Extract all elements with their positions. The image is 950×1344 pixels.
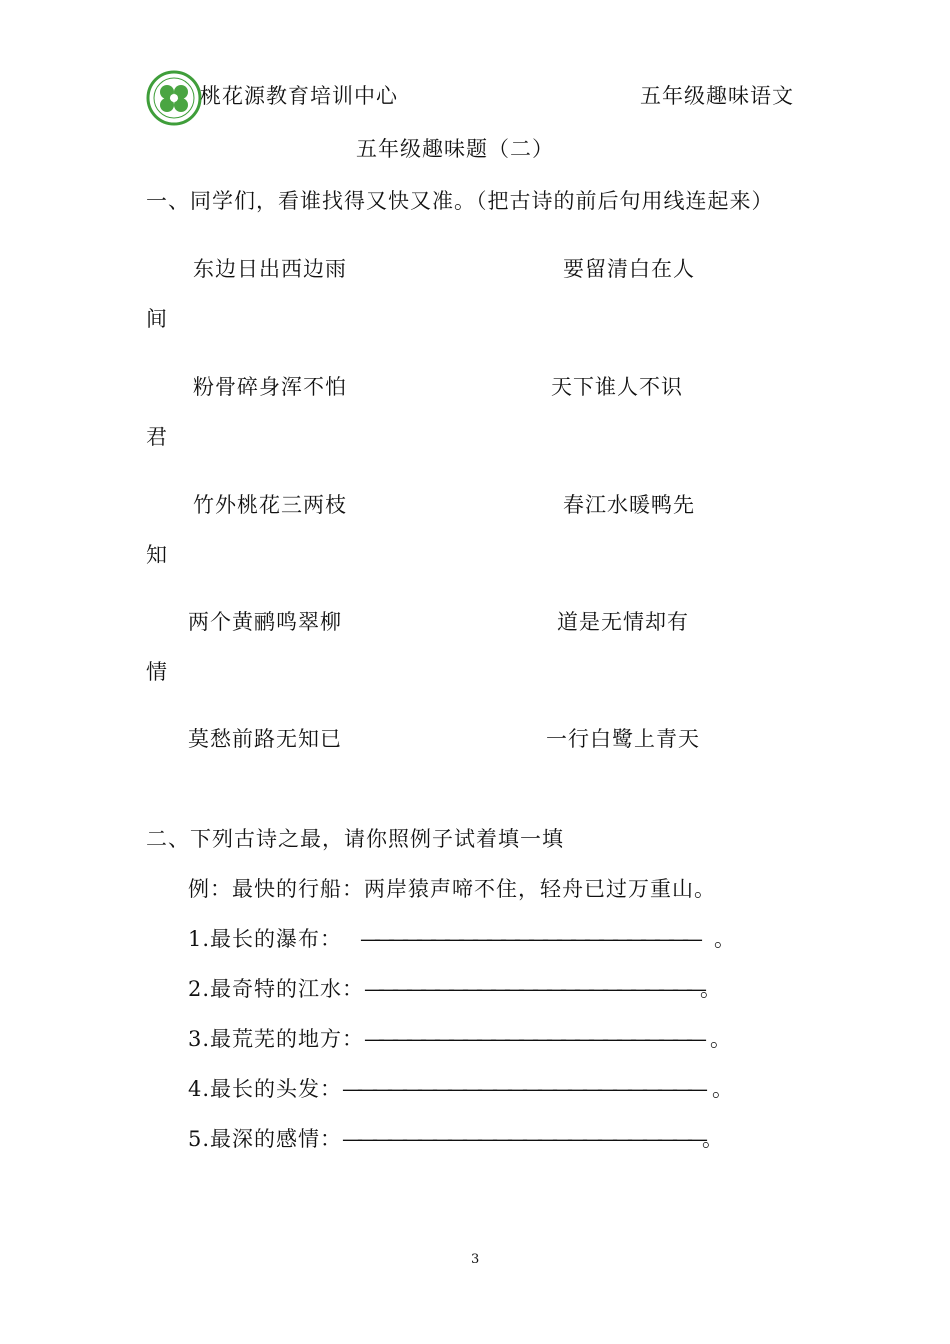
poem-wrap-4: 情 [146, 660, 168, 684]
poem-wrap-3: 知 [146, 543, 168, 567]
poem-right-2: 天下谁人不识 [551, 375, 683, 399]
fill-end-1: 。 [714, 927, 737, 951]
fill-end-4: 。 [712, 1077, 735, 1101]
fill-item-5 [188, 1123, 724, 1153]
fill-end-2: 。 [700, 977, 723, 1001]
fill-label-4: 4.最长的头发： [188, 1077, 343, 1101]
poem-right-3: 春江水暖鸭先 [563, 493, 695, 517]
fill-end-3: 。 [710, 1027, 733, 1051]
fill-blank-1: ———————————————————————— [360, 927, 697, 951]
fill-label-2: 2.最奇特的江水： [188, 977, 365, 1001]
header-subject: 五年级趣味语文 [640, 84, 794, 108]
poem-left-4: 两个黄鹂鸣翠柳 [188, 610, 342, 634]
section2-heading: 二、下列古诗之最，请你照例子试着填一填 [146, 827, 564, 851]
poem-right-4: 道是无情却有 [557, 610, 689, 634]
section1-heading: 一、同学们，看谁找得又快又准。（把古诗的前后句用线连起来） [146, 189, 774, 213]
clover-logo-icon [146, 70, 202, 126]
fill-label-5: 5.最深的感情： [188, 1127, 343, 1151]
poem-left-1: 东边日出西边雨 [193, 257, 347, 281]
fill-end-5: 。 [702, 1127, 725, 1151]
fill-blank-5: ———————————————————————— [342, 1127, 703, 1151]
fill-item-2 [188, 973, 722, 1003]
header-org: 桃花源教育培训中心 [200, 84, 398, 108]
fill-item-1 [188, 923, 736, 953]
poem-left-3: 竹外桃花三两枝 [193, 493, 347, 517]
poem-wrap-1: 间 [146, 307, 168, 331]
fill-item-3 [188, 1023, 732, 1053]
poem-left-5: 莫愁前路无知已 [188, 727, 342, 751]
poem-right-5: 一行白鹭上青天 [546, 727, 700, 751]
poem-right-1: 要留清白在人 [563, 257, 695, 281]
poem-left-2: 粉骨碎身浑不怕 [193, 375, 347, 399]
fill-label-1: 1.最长的瀑布： [188, 927, 343, 951]
fill-blank-2: ———————————————————————— [364, 977, 701, 1001]
fill-blank-4: ———————————————————————— [342, 1077, 703, 1101]
example-line: 例：最快的行船：两岸猿声啼不住，轻舟已过万重山。 [188, 877, 716, 901]
poem-wrap-2: 君 [146, 425, 168, 449]
fill-item-4 [188, 1073, 734, 1103]
page-title: 五年级趣味题（二） [356, 137, 554, 161]
fill-blank-3: ———————————————————————— [364, 1027, 701, 1051]
fill-label-3: 3.最荒芜的地方： [188, 1027, 365, 1051]
page-number: 3 [471, 1252, 480, 1267]
